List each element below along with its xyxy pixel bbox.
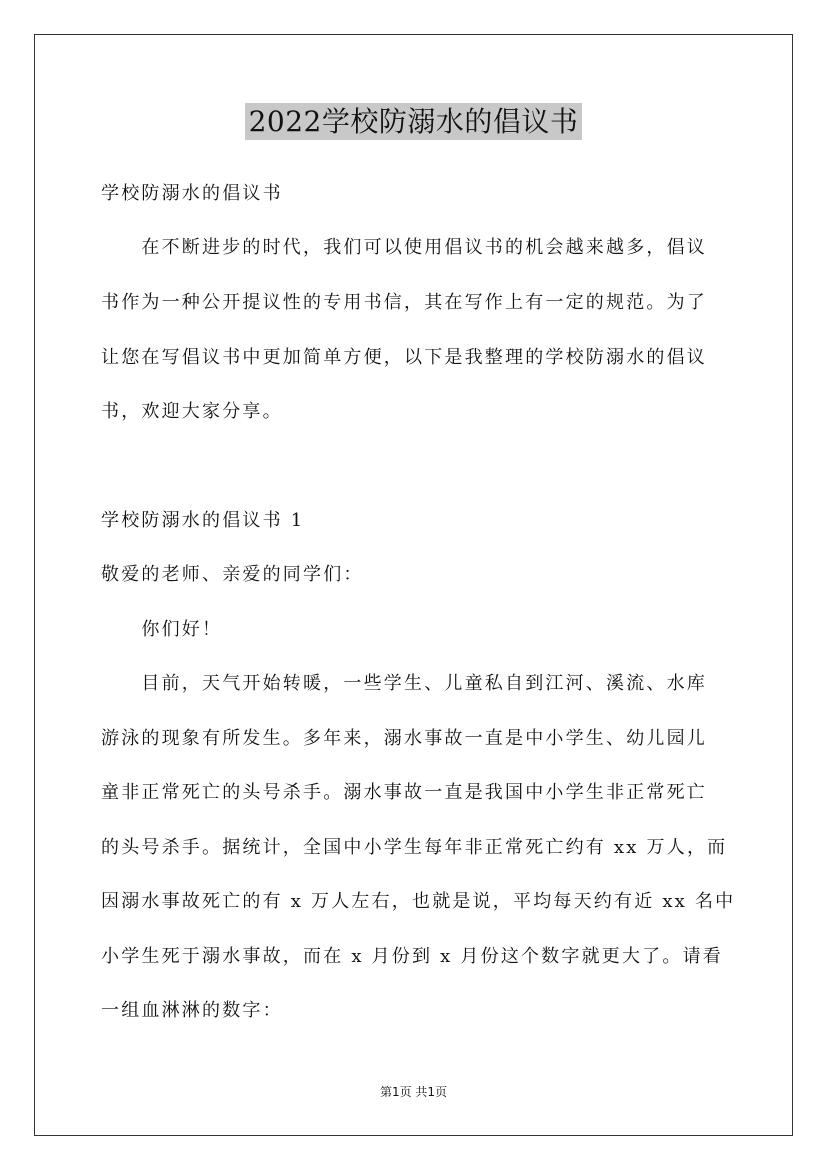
- page-footer: 第1页 共1页: [379, 1085, 448, 1099]
- paragraph-line: 因溺水事故死亡的有 x 万人左右，也就是说，平均每天约有近 xx 名中: [101, 891, 736, 912]
- section-heading: 学校防溺水的倡议书 1: [101, 510, 305, 531]
- paragraph-line: 童非正常死亡的头号杀手。溺水事故一直是我国中小学生非正常死亡: [101, 782, 707, 803]
- greeting: 你们好！: [101, 619, 223, 640]
- paragraph-line: 小学生死于溺水事故，而在 x 月份到 x 月份这个数字就更大了。请看: [101, 946, 723, 967]
- paragraph-line: 游泳的现象有所发生。多年来，溺水事故一直是中小学生、幼儿园儿: [101, 728, 707, 749]
- paragraph-line: 书作为一种公开提议性的专用书信，其在写作上有一定的规范。为了: [101, 292, 707, 313]
- subtitle: 学校防溺水的倡议书: [101, 183, 283, 204]
- salutation: 敬爱的老师、亲爱的同学们：: [101, 564, 364, 585]
- paragraph-line: 目前，天气开始转暖，一些学生、儿童私自到江河、溪流、水库: [101, 673, 707, 694]
- paragraph-line: 书，欢迎大家分享。: [101, 401, 283, 422]
- paragraph-line: 让您在写倡议书中更加简单方便，以下是我整理的学校防溺水的倡议: [101, 347, 707, 368]
- paragraph-line: 在不断进步的时代，我们可以使用倡议书的机会越来越多，倡议: [101, 237, 707, 258]
- document-title: 2022学校防溺水的倡议书: [245, 103, 583, 140]
- document-title-wrap: [0, 100, 827, 140]
- paragraph-line: 的头号杀手。据统计，全国中小学生每年非正常死亡约有 xx 万人，而: [101, 837, 728, 858]
- paragraph-line: 一组血淋淋的数字：: [101, 1000, 283, 1021]
